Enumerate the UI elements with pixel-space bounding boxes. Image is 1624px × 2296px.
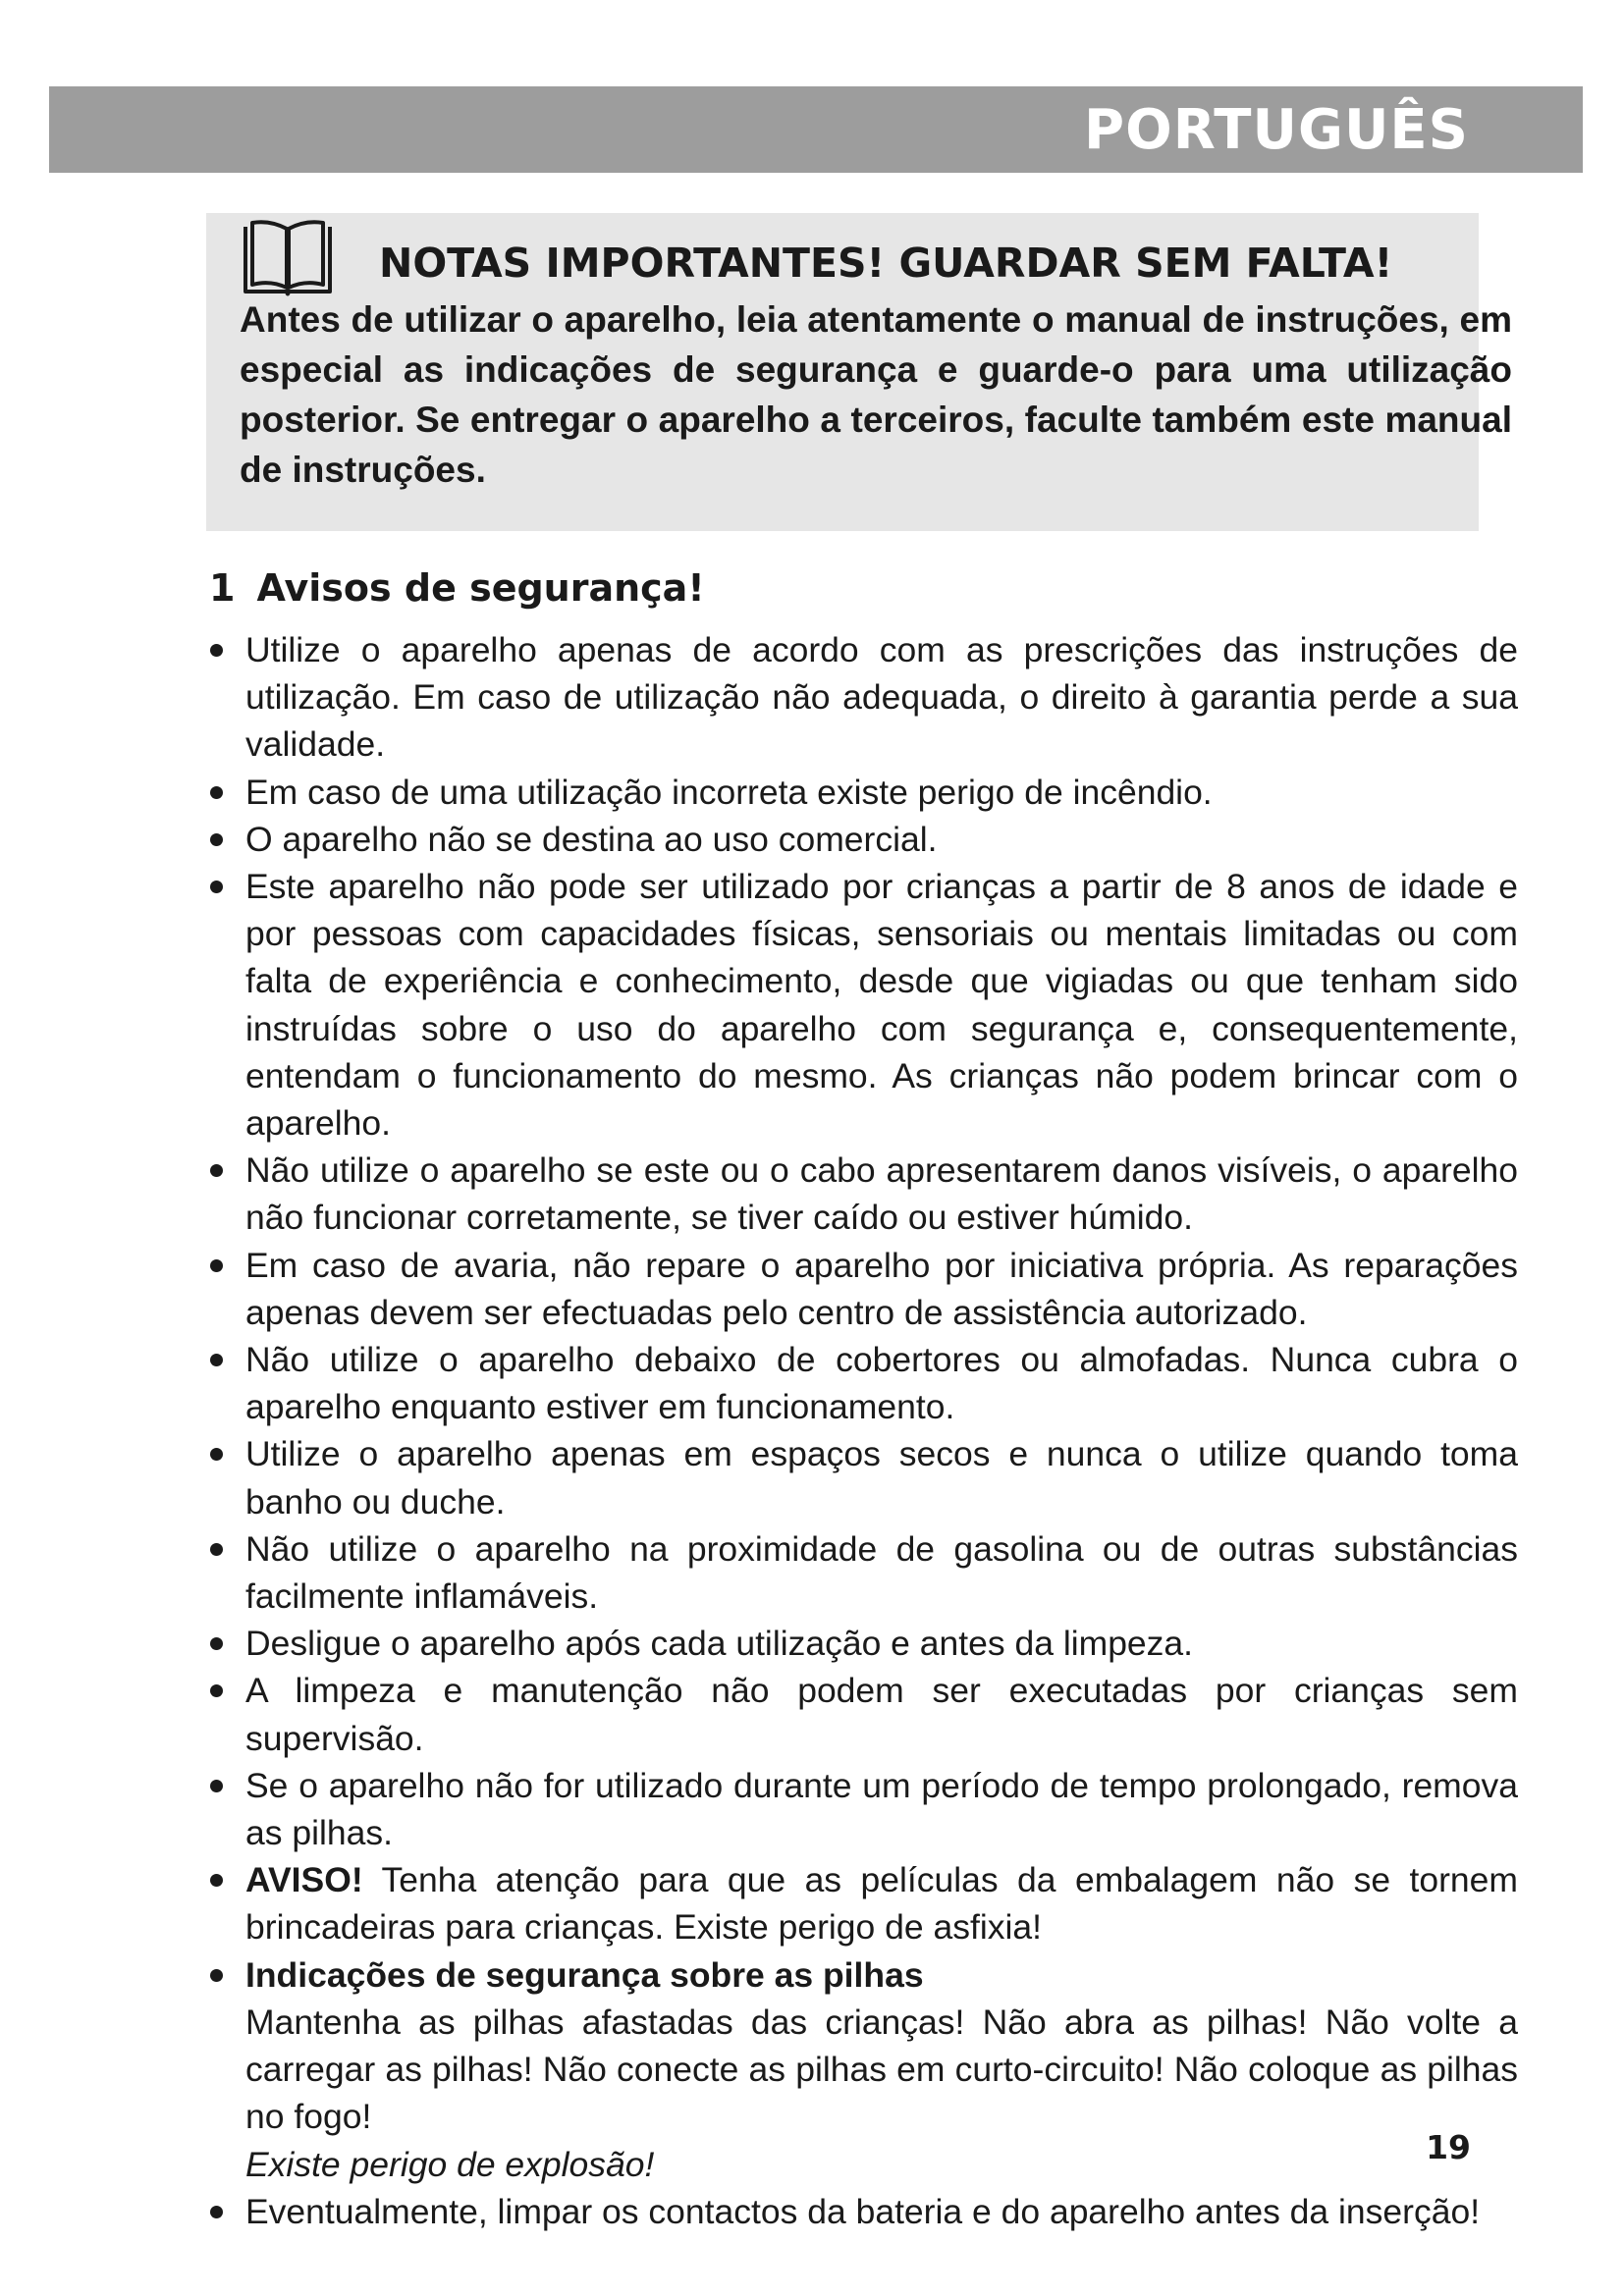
list-item: Em caso de avaria, não repare o aparelho por iniciativa própria. As reparações apenas devem ser efectuadas pelo centro de assistência autorizado. bbox=[206, 1242, 1518, 1336]
page-number: 19 bbox=[1426, 2128, 1471, 2166]
language-title: PORTUGUÊS bbox=[1084, 98, 1469, 162]
notice-title: NOTAS IMPORTANTES! GUARDAR SEM FALTA! bbox=[379, 240, 1393, 287]
list-item: Se o aparelho não for utilizado durante um período de tempo prolongado, remova as pilhas. bbox=[206, 1762, 1518, 1856]
list-item: Em caso de uma utilização incorreta existe perigo de incêndio. bbox=[206, 769, 1518, 816]
list-item: Não utilize o aparelho na proximidade de gasolina ou de outras substâncias facilmente inflamáveis. bbox=[206, 1525, 1518, 1620]
section-heading bbox=[209, 566, 705, 610]
list-item: Eventualmente, limpar os contactos da bateria e do aparelho antes da inserção! bbox=[206, 2188, 1518, 2235]
list-item: Este aparelho não pode ser utilizado por crianças a partir de 8 anos de idade e por pessoas com capacidades físicas, sensoriais ou mentais limitadas ou com falta de experiência e conhecimento, desde que vigiadas ou que tenham sido instruídas sobre o uso do aparelho com segurança e, consequentemente, entendam o funcionamento do mesmo. As crianças não podem brincar com o aparelho. bbox=[206, 863, 1518, 1147]
section-title-text: Avisos de segurança! bbox=[256, 566, 705, 610]
open-book-icon bbox=[236, 219, 340, 301]
list-item-warning: AVISO! Tenha atenção para que as películas da embalagem não se tornem brincadeiras para crianças. Existe perigo de asfixia! bbox=[206, 1856, 1518, 1950]
list-item: A limpeza e manutenção não podem ser executadas por crianças sem supervisão. bbox=[206, 1667, 1518, 1761]
battery-safety-heading: Indicações de segurança sobre as pilhas bbox=[245, 1954, 924, 1995]
list-item: Utilize o aparelho apenas em espaços secos e nunca o utilize quando toma banho ou duche. bbox=[206, 1430, 1518, 1524]
list-item: Utilize o aparelho apenas de acordo com as prescrições das instruções de utilização. Em caso de utilização não adequada, o direito à garantia perde a sua validade. bbox=[206, 626, 1518, 769]
warning-label: AVISO! bbox=[245, 1860, 363, 1900]
list-item-battery-safety: Indicações de segurança sobre as pilhas Mantenha as pilhas afastadas das crianças! Não abra as pilhas! Não volte a carregar as pilhas! Não conecte as pilhas em curto-circuito! Não coloque as pilhas no fogo! Existe perigo de explosão! bbox=[206, 1951, 1518, 2188]
section-number: 1 bbox=[209, 566, 236, 610]
list-item: Não utilize o aparelho debaixo de cobertores ou almofadas. Nunca cubra o aparelho enquanto estiver em funcionamento. bbox=[206, 1336, 1518, 1430]
notice-body: Antes de utilizar o aparelho, leia atentamente o manual de instruções, em especial as indicações de segurança e guarde-o para uma utilização posterior. Se entregar o aparelho a terceiros, faculte também este manual de instruções. bbox=[240, 299, 1512, 490]
safety-warnings-list bbox=[206, 626, 1518, 2235]
list-item: Não utilize o aparelho se este ou o cabo apresentarem danos visíveis, o aparelho não funcionar corretamente, se tiver caído ou estiver húmido. bbox=[206, 1147, 1518, 1241]
list-item: Desligue o aparelho após cada utilização e antes da limpeza. bbox=[206, 1620, 1518, 1667]
explosion-warning: Existe perigo de explosão! bbox=[245, 2144, 655, 2184]
list-item: O aparelho não se destina ao uso comercial. bbox=[206, 816, 1518, 863]
